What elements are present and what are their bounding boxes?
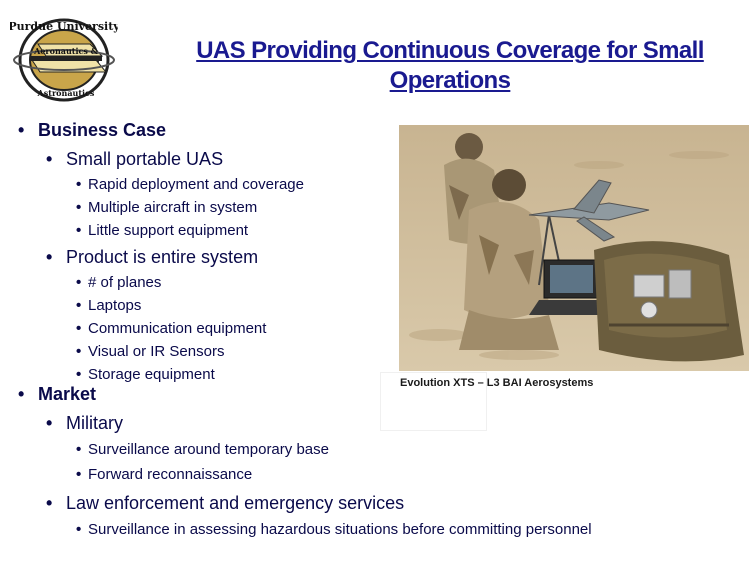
bullet-little-support: • Little support equipment (76, 222, 249, 239)
bullet-law-enforcement: • Law enforcement and emergency services (46, 493, 405, 513)
logo-top-text: Purdue University (10, 20, 118, 33)
bullet-military: • Military (46, 413, 123, 433)
bullet-num-planes: • # of planes (76, 274, 162, 291)
photo-caption: Evolution XTS – L3 BAI Aerosystems (400, 377, 594, 389)
slide-title: UAS Providing Continuous Coverage for Small Operations (196, 37, 704, 94)
bullet-rapid-deployment: • Rapid deployment and coverage (76, 176, 304, 193)
logo-mid-text: Aeronautics & (34, 46, 98, 56)
bullet-small-portable-uas: • Small portable UAS (46, 149, 224, 169)
bullet-forward-recon: • Forward reconnaissance (76, 466, 253, 483)
bullet-sensors: • Visual or IR Sensors (76, 343, 225, 360)
bullet-storage: • Storage equipment (76, 366, 215, 383)
logo-bottom-text: Astronautics (37, 88, 95, 98)
uas-photo (399, 125, 749, 371)
bullet-laptops: • Laptops (76, 297, 142, 314)
bullet-surveillance-base: • Surveillance around temporary base (76, 441, 329, 458)
logo-emblem (10, 14, 118, 106)
bullet-business-case: • Business Case (18, 120, 167, 140)
bullet-multiple-aircraft: • Multiple aircraft in system (76, 199, 258, 216)
bullet-market: • Market (18, 384, 97, 404)
bullet-communication: • Communication equipment (76, 320, 267, 337)
bullet-product-entire-system: • Product is entire system (46, 247, 259, 267)
bullet-hazardous-surveillance: • Surveillance in assessing hazardous situations before committing personnel (76, 521, 592, 538)
photo-illustration (399, 125, 749, 371)
purdue-logo (10, 14, 118, 106)
